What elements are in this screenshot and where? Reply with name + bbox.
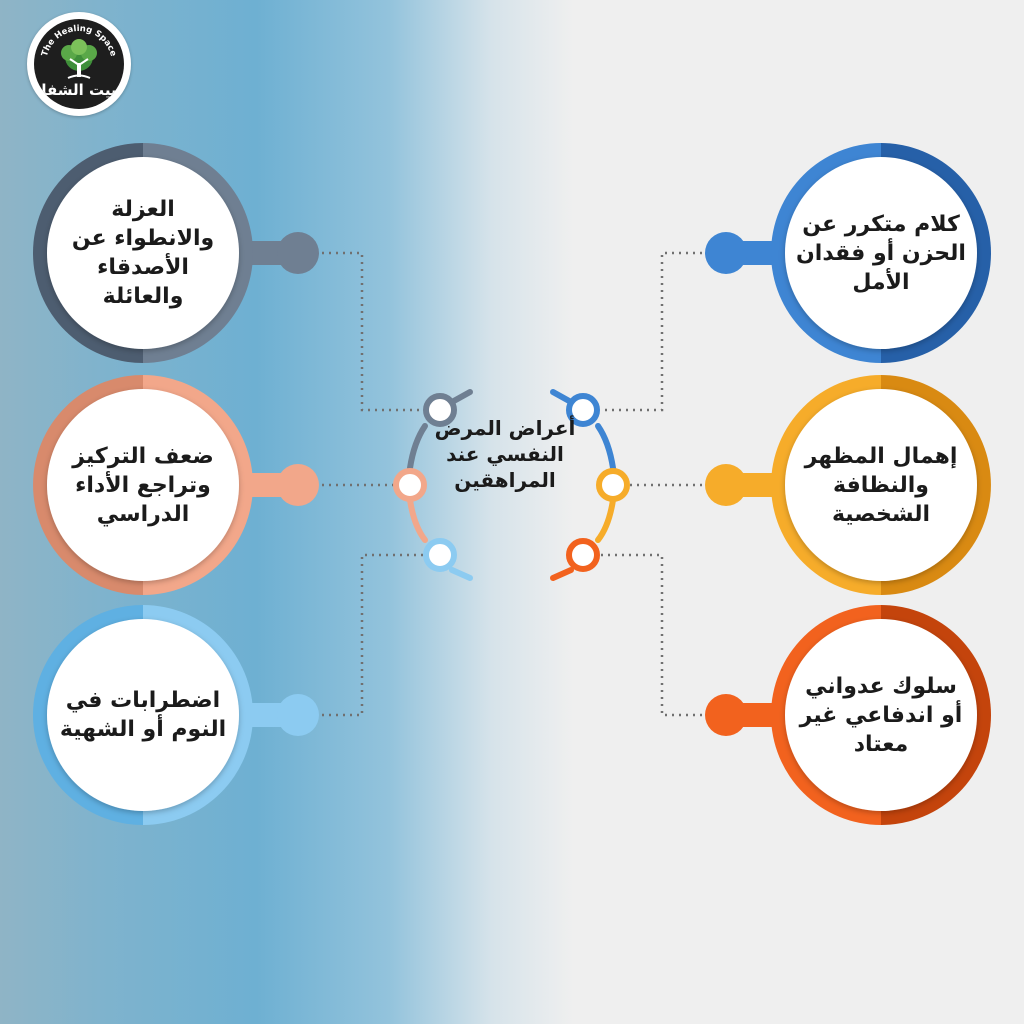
logo-badge bbox=[34, 19, 124, 109]
symptom-hopelessness-talk: كلام متكرر عن الحزن أو فقدان الأمل bbox=[796, 211, 966, 295]
symptom-isolation: العزلة والانطواء عن الأصدقاء والعائلة bbox=[71, 197, 215, 309]
symptom-neglect-appearance: إهمال المظهر والنظافة الشخصية bbox=[804, 443, 958, 527]
diagram-title: أعراض المرض النفسي عند المراهقين bbox=[434, 416, 576, 492]
symptom-poor-concentration: ضعف التركيز وتراجع الأداء الدراسي bbox=[72, 443, 214, 527]
symptom-aggressive-behavior: سلوك عدواني أو اندفاعي غير معتاد bbox=[799, 673, 963, 757]
connector-left-1 bbox=[322, 253, 420, 410]
brand-logo bbox=[27, 12, 131, 116]
connector-right-3 bbox=[600, 555, 702, 715]
svg-text:The Healing Space: The Healing Space bbox=[39, 23, 119, 58]
symptom-sleep-appetite: اضطرابات في النوم أو الشهية bbox=[59, 688, 227, 742]
connector-left-3 bbox=[322, 555, 425, 715]
connector-right-1 bbox=[605, 253, 702, 410]
logo-arabic-name: بيت الشفا bbox=[41, 81, 117, 99]
